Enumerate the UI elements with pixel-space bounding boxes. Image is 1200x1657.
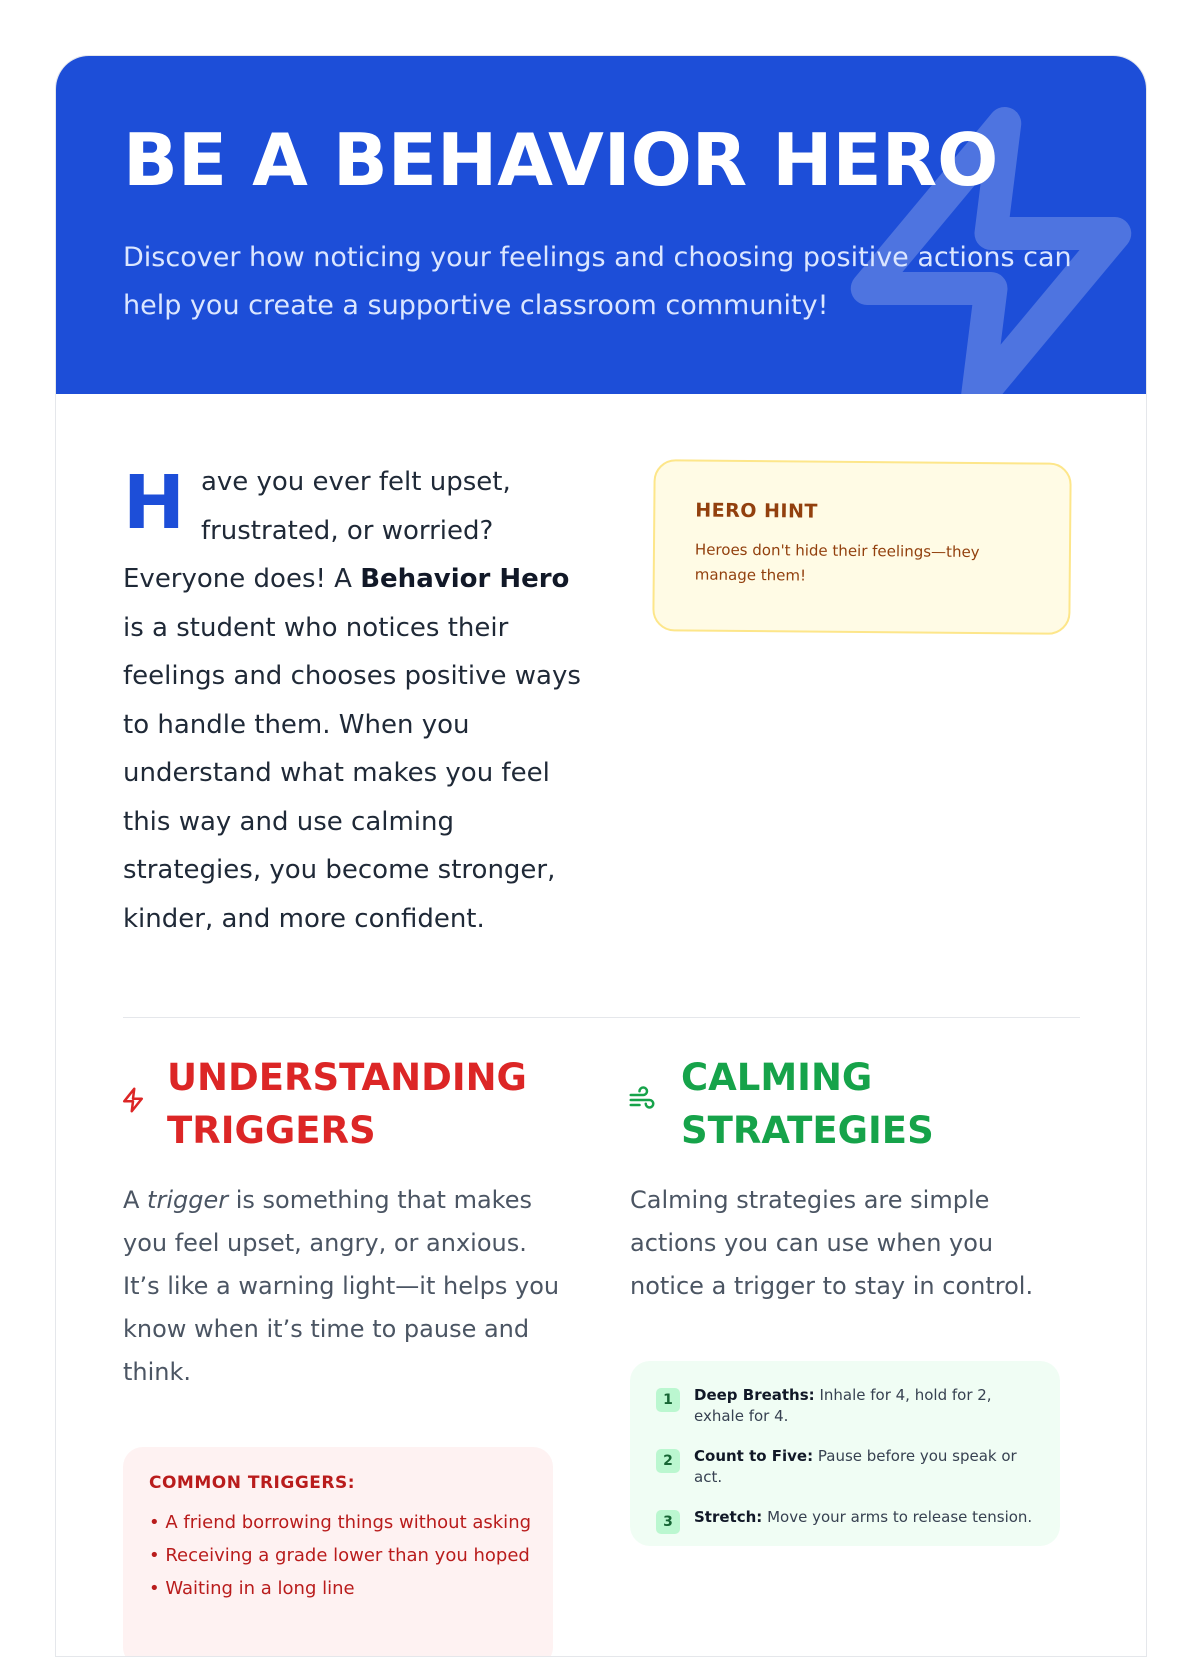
step-number: 2 — [656, 1449, 680, 1473]
step-text: Move your arms to release tension. — [767, 1508, 1033, 1526]
trigger-item-text: Waiting in a long line — [165, 1578, 355, 1599]
hint-text: Heroes don't hide their feelings—they manage them! — [694, 540, 980, 585]
page-title: BE A BEHAVIOR HERO — [123, 118, 999, 202]
list-item: • Receiving a grade lower than you hoped — [149, 1545, 530, 1566]
hint-title: HERO HINT — [695, 499, 819, 523]
step-name: Deep Breaths: — [694, 1386, 815, 1404]
triggers-heading — [167, 1051, 527, 1157]
triggers-heading-line1: UNDERSTANDING — [167, 1056, 527, 1099]
calming-step — [656, 1507, 1036, 1528]
triggers-body-start: A — [123, 1186, 148, 1214]
list-item: • A friend borrowing things without asking — [149, 1512, 532, 1533]
intro-paragraph — [123, 458, 583, 943]
calming-body: Calming strategies are simple actions you can use when you notice a trigger to stay in control. — [630, 1186, 1034, 1300]
triggers-body-end: is something that makes you feel upset, angry, or anxious. It’s like a warning light—it helps you know when it’s time to pause and think. — [123, 1186, 560, 1386]
common-triggers-list — [149, 1506, 532, 1605]
step-number: 1 — [656, 1388, 680, 1412]
lightning-icon — [118, 1085, 148, 1115]
step-text: Inhale for 4, hold for 2, exhale for 4. — [694, 1386, 992, 1425]
triggers-body — [123, 1179, 563, 1394]
drop-cap: H — [123, 460, 185, 546]
hero-hint-card — [652, 459, 1071, 635]
step-text: Pause before you speak or act. — [694, 1447, 1017, 1486]
common-triggers-box — [123, 1447, 553, 1657]
triggers-heading-line2: TRIGGERS — [167, 1109, 376, 1152]
calming-step — [656, 1446, 1036, 1488]
step-name: Count to Five: — [694, 1447, 814, 1465]
section-divider — [123, 1017, 1080, 1018]
trigger-item-text: A friend borrowing things without asking — [165, 1512, 532, 1533]
intro-bold-term: Behavior Hero — [360, 564, 570, 594]
triggers-body-italic: trigger — [147, 1186, 229, 1214]
common-triggers-title: COMMON TRIGGERS: — [149, 1473, 356, 1493]
list-item: • Waiting in a long line — [149, 1578, 355, 1599]
calming-heading-line1: CALMING — [681, 1056, 873, 1099]
step-name: Stretch: — [694, 1508, 763, 1526]
calming-heading-line2: STRATEGIES — [681, 1109, 934, 1152]
calming-steps-box — [630, 1361, 1060, 1546]
step-number: 3 — [656, 1510, 680, 1534]
page-subtitle: Discover how noticing your feelings and choosing positive actions can help you create a supportive classroom community! — [123, 242, 1072, 321]
intro-text-end: is a student who notices their feelings and chooses positive ways to handle them. When you understand what makes you feel this way and use calming strategies, you become stronger, kinder, and more confident. — [123, 612, 581, 934]
trigger-item-text: Receiving a grade lower than you hoped — [165, 1545, 530, 1566]
content-card — [55, 55, 1147, 1657]
calming-heading — [681, 1051, 934, 1157]
wind-icon — [627, 1085, 657, 1115]
calming-step — [656, 1385, 1036, 1427]
hero-banner — [56, 56, 1146, 394]
intro-text-start: ave you ever felt upset, frustrated, or worried? Everyone does! A — [123, 467, 511, 594]
